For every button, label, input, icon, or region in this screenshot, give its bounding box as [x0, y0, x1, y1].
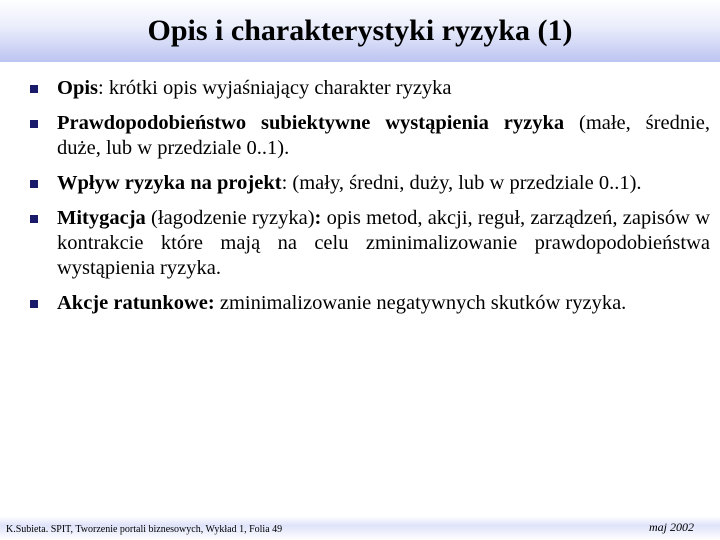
item-term: Opis [57, 77, 99, 99]
item-term: Wpływ ryzyka na projekt [57, 172, 282, 194]
bullet-list [30, 76, 710, 316]
list-item [30, 111, 710, 161]
list-item [30, 76, 710, 101]
footer-date: maj 2002 [649, 520, 694, 534]
square-bullet-icon [30, 300, 38, 308]
footer-credit: K.Subieta. SPIT, Tworzenie portali biznesowych, Wykład 1, Folia 49 [6, 524, 283, 535]
item-text: : krótki opis wyjaśniający charakter ryzyka [98, 77, 452, 99]
list-item [30, 171, 710, 196]
item-term: Mitygacja [57, 207, 146, 229]
item-text: : (mały, średni, duży, lub w przedziale 0..1). [281, 172, 642, 194]
square-bullet-icon [30, 215, 38, 223]
item-term: Prawdopodobieństwo subiektywne wystąpienia ryzyka [57, 112, 565, 134]
list-item [30, 291, 710, 316]
square-bullet-icon [30, 180, 38, 188]
item-term: Akcje ratunkowe: [57, 292, 215, 314]
list-item [30, 206, 710, 281]
square-bullet-icon [30, 120, 38, 128]
item-term-colon: : [314, 207, 322, 229]
slide-title: Opis i charakterystyki ryzyka (1) [147, 14, 573, 47]
item-text: opis metod, akcji, reguł, zarządzeń, zapisów w kontrakcie które mają na celu zminimalizowanie prawdopodobieństwa wystąpienia ryzyka. [57, 207, 710, 279]
item-text: zminimalizowanie negatywnych skutków ryzyka. [214, 292, 627, 314]
square-bullet-icon [30, 85, 38, 93]
item-text: (małe, średnie, duże, lub w przedziale 0..1). [57, 112, 710, 159]
item-text: (łagodzenie ryzyka) [145, 207, 315, 229]
